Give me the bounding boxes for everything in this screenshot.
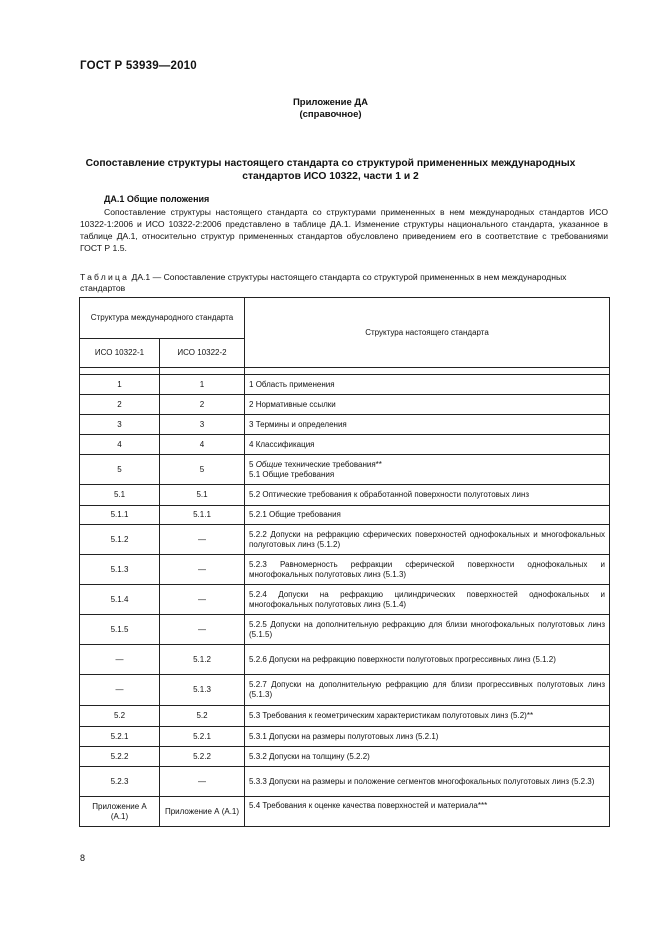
cell-national: 3 Термины и определения (245, 415, 610, 435)
cell-national: 5.3.3 Допуски на размеры и положение сегментов многофокальных полуготовых линз (5.2.3) (245, 767, 610, 797)
table-row (80, 395, 610, 415)
table-row (80, 375, 610, 395)
cell-iso1: 5.1.3 (80, 555, 160, 585)
cell-iso2: 5.2 (160, 706, 245, 727)
cell-iso1: 5.2.2 (80, 747, 160, 767)
cell-national (245, 455, 610, 485)
cell-iso2: Приложение А (А.1) (160, 797, 245, 827)
cell-national-line2: 5.1 Общие требования (249, 469, 335, 479)
cell-iso1: 5.1 (80, 485, 160, 506)
table-row (80, 706, 610, 727)
main-title: Сопоставление структуры настоящего стандарта со структурой примененных международных стандартов ИСО 10322, части 1 и 2 (85, 158, 576, 182)
section-heading: ДА.1 Общие положения (104, 194, 210, 204)
cell-iso1: 5 (80, 455, 160, 485)
table-row (80, 415, 610, 435)
cell-iso1: 3 (80, 415, 160, 435)
cell-national: 5.3.1 Допуски на размеры полуготовых линз (5.2.1) (245, 727, 610, 747)
header-iso-10322-1: ИСО 10322-1 (80, 339, 160, 368)
cell-national: 5.2.2 Допуски на рефракцию сферических поверхностей однофокальных и многофокальных полуготовых линз (5.1.2) (245, 525, 610, 555)
cell-iso1: 5.2.3 (80, 767, 160, 797)
cell-national: 1 Область применения (245, 375, 610, 395)
cell-national: 5.2.3 Равномерность рефракции сферической поверхности однофокальных и многофокальных полуготовых линз (5.1.3) (245, 555, 610, 585)
cell-iso1: Приложение А (А.1) (80, 797, 160, 827)
cell-national: 5.2 Оптические требования к обработанной поверхности полуготовых линз (245, 485, 610, 506)
cell-iso2: 5.1.3 (160, 675, 245, 706)
comparison-table (79, 297, 610, 827)
cell-iso1: 1 (80, 375, 160, 395)
cell-national: 5.3 Требования к геометрическим характеристикам полуготовых линз (5.2)** (245, 706, 610, 727)
cell-iso1: 5.2 (80, 706, 160, 727)
table-caption-text: ДА.1 — Сопоставление структуры настоящего стандарта со структурой примененных в нем международных стандартов (80, 272, 567, 293)
table-row (80, 485, 610, 506)
table-row (80, 767, 610, 797)
cell-national: 2 Нормативные ссылки (245, 395, 610, 415)
cell-iso2: 5 (160, 455, 245, 485)
page-number: 8 (80, 853, 86, 863)
cell-national-num: 5 (249, 459, 256, 469)
cell-iso2: 4 (160, 435, 245, 455)
section-paragraph: Сопоставление структуры настоящего стандарта со структурами примененных в нем международных стандартов ИСО 10322-1:2006 и ИСО 10322-2:2006 представлено в таблице ДА.1. Изменение структуры национального стандарта, указанное в таблице ДА.1, относительно структур примененных стандартов обусловлено приведением его в соответствие с требованиями ГОСТ Р 1.5. (80, 207, 608, 253)
cell-iso2: — (160, 767, 245, 797)
table-row (80, 455, 610, 485)
cell-national: 5.2.1 Общие требования (245, 506, 610, 525)
cell-iso2: 5.2.2 (160, 747, 245, 767)
cell-iso1: — (80, 675, 160, 706)
cell-national: 5.2.6 Допуски на рефракцию поверхности полуготовых прогрессивных линз (5.1.2) (245, 645, 610, 675)
table-caption (80, 272, 608, 294)
cell-iso1: 4 (80, 435, 160, 455)
header-iso-10322-2: ИСО 10322-2 (160, 339, 245, 368)
cell-iso2: — (160, 555, 245, 585)
cell-iso2: — (160, 585, 245, 615)
table-caption-label: Таблица (80, 272, 130, 282)
header-national-structure: Структура настоящего стандарта (245, 298, 610, 368)
cell-iso2: — (160, 525, 245, 555)
cell-national: 5.2.4 Допуски на рефракцию цилиндрических поверхностей однофокальных и многофокальных полуготовых линз (5.1.4) (245, 585, 610, 615)
table-row (80, 555, 610, 585)
cell-national: 5.4 Требования к оценке качества поверхностей и материала*** (245, 797, 610, 827)
cell-national: 4 Классификация (245, 435, 610, 455)
table-row (80, 747, 610, 767)
cell-national: 5.2.7 Допуски на дополнительную рефракцию для близи прогрессивных полуготовых линз (5.1.3) (245, 675, 610, 706)
table-row (80, 506, 610, 525)
cell-iso1: — (80, 645, 160, 675)
cell-iso1: 5.1.2 (80, 525, 160, 555)
header-international-structure: Структура международного стандарта (80, 298, 245, 339)
table-row (80, 525, 610, 555)
cell-iso2: 5.2.1 (160, 727, 245, 747)
table-row (80, 797, 610, 827)
cell-iso2: 1 (160, 375, 245, 395)
cell-iso1: 5.1.4 (80, 585, 160, 615)
table-row (80, 585, 610, 615)
cell-national-rest: технические требования** (282, 459, 382, 469)
cell-iso1: 5.1.5 (80, 615, 160, 645)
annex-subtitle: (справочное) (299, 109, 362, 120)
table-row (80, 727, 610, 747)
cell-iso2: 5.1.1 (160, 506, 245, 525)
cell-national: 5.2.5 Допуски на дополнительную рефракцию для близи многофокальных полуготовых линз (5.1.5) (245, 615, 610, 645)
table-row (80, 615, 610, 645)
cell-national-italic: Общие (255, 459, 283, 469)
cell-iso2: 5.1.2 (160, 645, 245, 675)
cell-iso1: 5.1.1 (80, 506, 160, 525)
cell-iso1: 2 (80, 395, 160, 415)
table-row (80, 645, 610, 675)
document-code: ГОСТ Р 53939—2010 (80, 60, 197, 72)
table-row (80, 435, 610, 455)
cell-national: 5.3.2 Допуски на толщину (5.2.2) (245, 747, 610, 767)
cell-iso2: — (160, 615, 245, 645)
cell-iso1: 5.2.1 (80, 727, 160, 747)
cell-iso2: 3 (160, 415, 245, 435)
table-row (80, 675, 610, 706)
cell-iso2: 2 (160, 395, 245, 415)
cell-iso2: 5.1 (160, 485, 245, 506)
annex-title: Приложение ДА (292, 97, 369, 108)
